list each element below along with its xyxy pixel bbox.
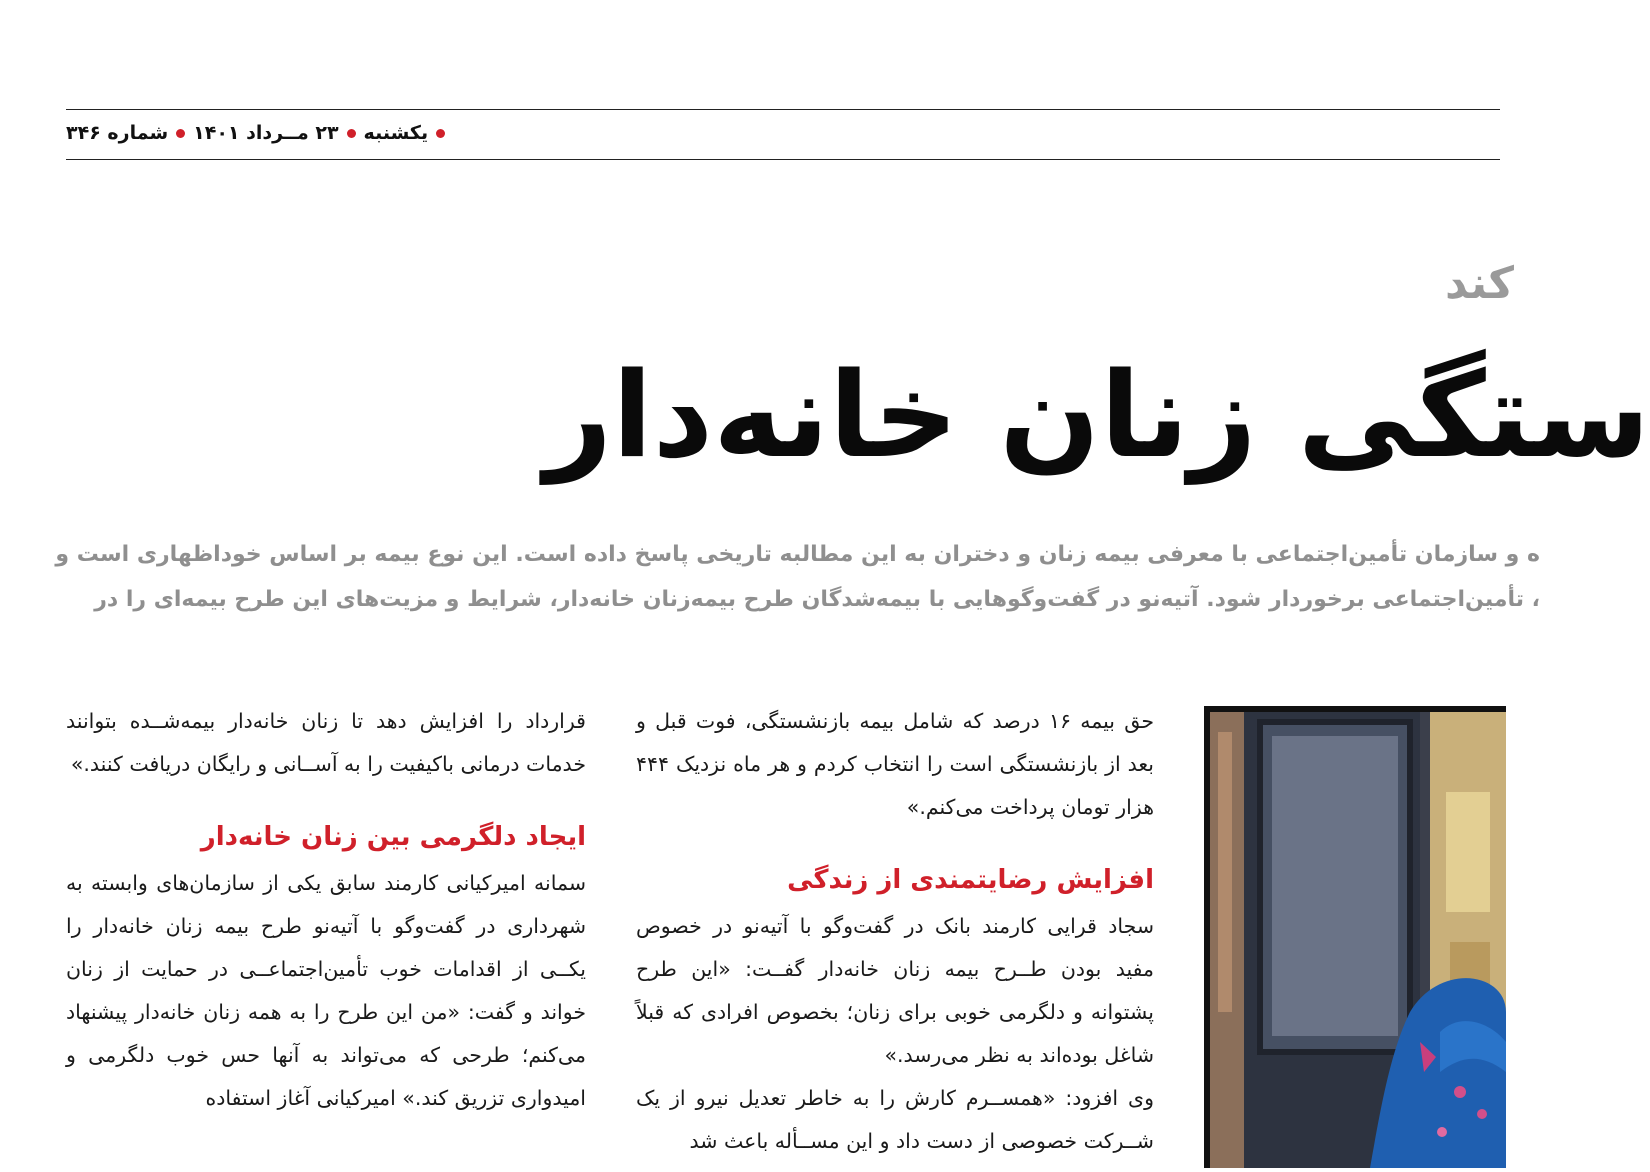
paragraph: وی افزود: «همســرم کارش را به خاطر تعدیل نیرو از یک شــرکت خصوصی از دست داد و این مســأله باعث شد	[636, 1086, 1154, 1153]
paragraph: قرارداد را افزایش دهد تا زنان خانه‌دار بیمه‌شــده بتوانند خدمات درمانی باکیفیت را به آســانی و رایگان دریافت کنند.»	[66, 709, 586, 776]
bullet-icon	[347, 129, 356, 138]
bullet-icon	[176, 129, 185, 138]
dateline	[66, 118, 447, 148]
article-photo	[1204, 706, 1506, 1168]
dateline-issue: شماره ۳۴۶	[66, 122, 169, 144]
lead-line: ، تأمین‌اجتماعی برخوردار شود. آتیه‌نو در گفت‌وگوهایی با بیمه‌شدگان طرح بیمه‌زنان خانه‌دار، شرایط و مزیت‌های این طرح بیمه‌ای را در	[94, 587, 1540, 612]
top-rule	[66, 109, 1500, 110]
article-column-left	[66, 700, 586, 1120]
subheading: افزایش رضایتمندی از زندگی	[787, 865, 1154, 895]
paragraph: سمانه امیرکیانی کارمند سابق یکی از سازمان‌های وابسته به شهرداری در گفت‌وگو با آتیه‌نو طرح بیمه زنان خانه‌دار را یکــی از اقدامات خوب تأمین‌اجتماعــی در حمایت از زنان خواند و گفت: «من این طرح را به همه زنان خانه‌دار پیشنهاد می‌کنم؛ طرحی که می‌تواند به آنها حس خوب دلگرمی و امیدواری تزریق کند.» امیرکیانی آغاز استفاده	[66, 871, 586, 1110]
bullet-icon	[436, 129, 445, 138]
dateline-rule	[66, 159, 1500, 160]
lead-paragraph	[55, 532, 1540, 622]
subheading: ایجاد دلگرمی بین زنان خانه‌دار	[200, 822, 586, 852]
lead-line: ه و سازمان تأمین‌اجتماعی با معرفی بیمه زنان و دختران به این مطالبه تاریخی پاسخ داده است. این نوع بیمه بر اساس خوداظهاری است و	[55, 542, 1540, 567]
article-column-middle	[636, 700, 1154, 1163]
dateline-day: یکشنبه	[363, 122, 429, 144]
kicker: کند	[1445, 258, 1514, 309]
paragraph: حق بیمه ۱۶ درصد که شامل بیمه بازنشستگی، فوت قبل و بعد از بازنشستگی است را انتخاب کردم و هر ماه نزدیک ۴۴۴ هزار تومان پرداخت می‌کنم.»	[636, 709, 1154, 819]
photo-illustration	[1210, 712, 1506, 1168]
paragraph: سجاد قرایی کارمند بانک در گفت‌وگو با آتیه‌نو در خصوص مفید بودن طــرح بیمه زنان خانه‌دار گفــت: «این طرح پشتوانه و دلگرمی خوبی برای زنان؛ بخصوص افرادی که قبلاً شاغل بوده‌اند به نظر می‌رسد.»	[636, 914, 1154, 1067]
dateline-date: ۲۳ مــرداد ۱۴۰۱	[193, 122, 339, 144]
page-title: ستگی زنان خانه‌دار	[544, 346, 1650, 484]
